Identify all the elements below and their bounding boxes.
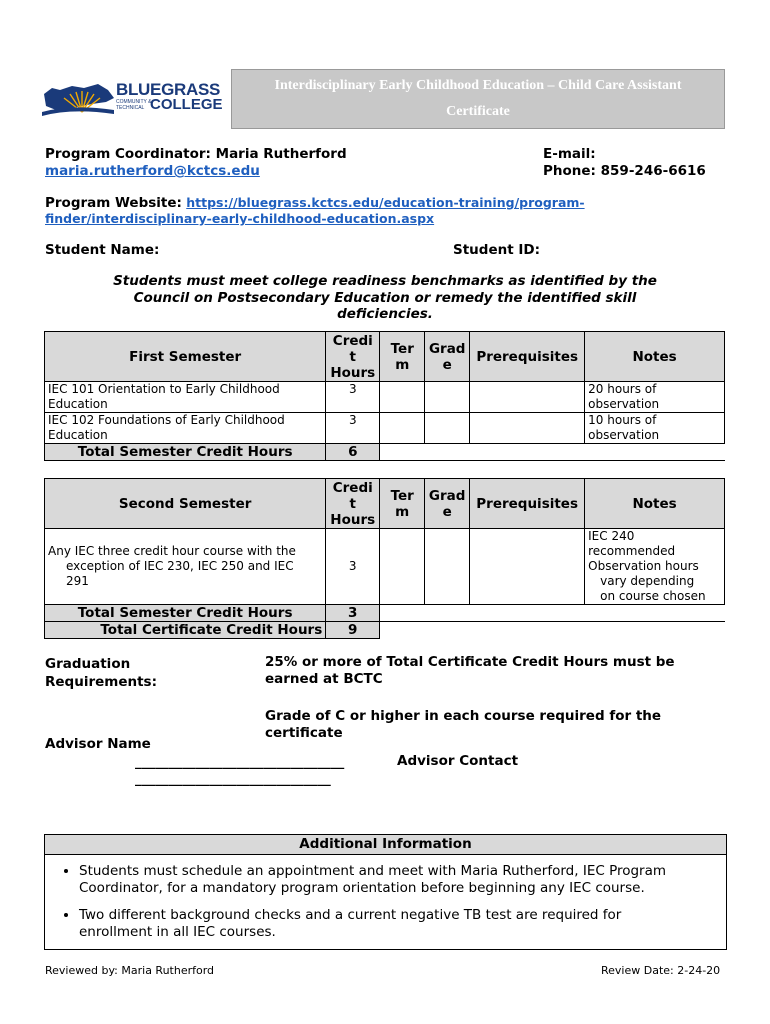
grade-header: Grad e <box>425 332 470 382</box>
term-header: Ter m <box>380 332 425 382</box>
first-semester-header-row <box>45 332 725 382</box>
second-semester-title: Second Semester <box>45 479 326 529</box>
logo-wordmark-bluegrass: BLUEGRASS <box>116 80 221 99</box>
credit-hours-header: Credi t Hours <box>326 332 380 382</box>
first-semester-table <box>44 331 725 461</box>
graduation-requirements-label: Graduation Requirements: <box>45 656 157 690</box>
reviewed-by: Reviewed by: Maria Rutherford <box>45 964 215 977</box>
course-term[interactable] <box>380 382 425 413</box>
student-id-label: Student ID: <box>453 242 540 258</box>
course-name: Any IEC three credit hour course with the exception of IEC 230, IEC 250 and IEC 291 <box>45 529 326 605</box>
review-date: Review Date: 2-24-20 <box>601 964 721 977</box>
total-credits: 6 <box>326 444 380 461</box>
email-label: E-mail: <box>543 146 596 162</box>
requirement-1: 25% or more of Total Certificate Credit Hours must be earned at BCTC <box>265 654 675 687</box>
term-header: Ter m <box>380 479 425 529</box>
advisor-contact-label: Advisor Contact <box>397 753 519 769</box>
prerequisites-header: Prerequisites <box>470 332 585 382</box>
course-notes: 10 hours of observation <box>585 413 725 444</box>
course-credits: 3 <box>326 413 380 444</box>
notice-line3: deficiencies. <box>337 306 433 322</box>
phone-number: Phone: 859-246-6616 <box>543 163 706 179</box>
course-prerequisites <box>470 529 585 605</box>
additional-information-list <box>45 863 726 941</box>
table-row <box>45 413 725 444</box>
certificate-total-row <box>45 622 725 639</box>
second-semester-header-row <box>45 479 725 529</box>
total-credits: 3 <box>326 605 380 622</box>
grade-header: Grad e <box>425 479 470 529</box>
website-link-line1[interactable]: https://bluegrass.kctcs.edu/education-training/program- <box>186 195 585 210</box>
course-name: IEC 102 Foundations of Early Childhood Education <box>45 413 326 444</box>
list-item: • Two different background checks and a current negative TB test are required for enrollment in all IEC courses. <box>79 907 726 941</box>
course-name: IEC 101 Orientation to Early Childhood Education <box>45 382 326 413</box>
course-notes: 20 hours of observation <box>585 382 725 413</box>
additional-information-heading: Additional Information <box>45 835 726 855</box>
table-row <box>45 382 725 413</box>
course-grade[interactable] <box>425 413 470 444</box>
second-semester-table <box>44 478 725 639</box>
second-semester-total-row <box>45 605 725 622</box>
student-name-label: Student Name: <box>45 242 160 258</box>
course-prerequisites <box>470 413 585 444</box>
course-prerequisites <box>470 382 585 413</box>
readiness-notice <box>44 273 726 323</box>
program-title-line2: Certificate <box>446 104 510 119</box>
table-row <box>45 529 725 605</box>
total-label: Total Semester Credit Hours <box>45 605 326 622</box>
coordinator-name: Program Coordinator: Maria Rutherford <box>45 146 347 162</box>
credit-hours-header: Credi t Hours <box>326 479 380 529</box>
notice-line2: Council on Postsecondary Education or remedy the identified skill <box>133 289 637 306</box>
notes-header: Notes <box>585 479 725 529</box>
list-item: • Students must schedule an appointment and meet with Maria Rutherford, IEC Program Coordinator, for a mandatory program orientation before beginning any IEC course. <box>79 863 726 897</box>
certificate-total-label: Total Certificate Credit Hours <box>45 622 326 639</box>
advisor-contact-line[interactable]: _____________________________ <box>135 771 331 787</box>
requirement-2: Grade of C or higher in each course required for the certificate <box>265 708 662 741</box>
course-term[interactable] <box>380 413 425 444</box>
course-credits: 3 <box>326 382 380 413</box>
course-grade[interactable] <box>425 529 470 605</box>
course-notes: IEC 240 recommended Observation hours vary depending on course chosen <box>585 529 725 605</box>
logo-wordmark-small: COMMUNITY & TECHNICAL <box>116 99 152 111</box>
website-label: Program Website: <box>45 195 182 211</box>
first-semester-title: First Semester <box>45 332 326 382</box>
logo-wordmark-college: COLLEGE <box>150 96 223 113</box>
advisor-name-label: Advisor Name <box>45 736 151 752</box>
program-title-box <box>231 69 725 129</box>
course-grade[interactable] <box>425 382 470 413</box>
website-link-line2[interactable]: finder/interdisciplinary-early-childhood-education.aspx <box>45 211 435 226</box>
coordinator-email-link[interactable]: maria.rutherford@kctcs.edu <box>45 163 260 179</box>
total-label: Total Semester Credit Hours <box>45 444 326 461</box>
notes-header: Notes <box>585 332 725 382</box>
certificate-total-credits: 9 <box>326 622 380 639</box>
program-website <box>45 195 585 227</box>
advisor-name-line[interactable]: _______________________________ <box>135 754 345 770</box>
prerequisites-header: Prerequisites <box>470 479 585 529</box>
course-credits: 3 <box>326 529 380 605</box>
first-semester-total-row <box>45 444 725 461</box>
program-title-line1: Interdisciplinary Early Childhood Education – Child Care Assistant <box>274 78 682 93</box>
notice-line1: Students must meet college readiness benchmarks as identified by the <box>113 273 657 289</box>
additional-information-box <box>44 834 727 950</box>
course-term[interactable] <box>380 529 425 605</box>
